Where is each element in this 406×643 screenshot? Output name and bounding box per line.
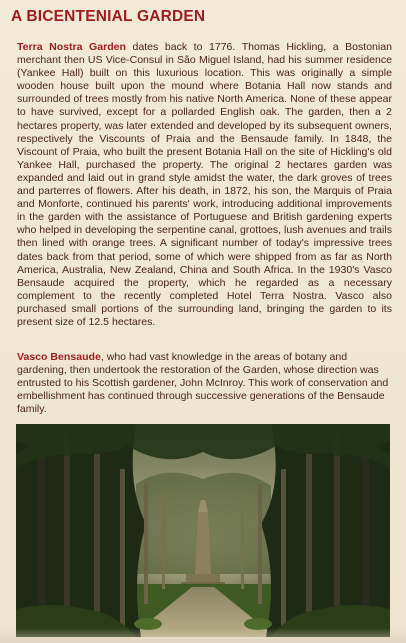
page-title: A BICENTENIAL GARDEN — [11, 8, 206, 25]
history-paragraph — [17, 41, 392, 329]
paragraph-lead-terra-nostra: Terra Nostra Garden — [17, 41, 126, 53]
restoration-paragraph — [17, 351, 392, 416]
history-paragraph-body: dates back to 1776. Thomas Hickling, a Bostonian merchant then US Vice-Consul in São Miguel Island, had his summer residence (Yankee Hall) built on this luxurious location. This was originally a simple wooden house built upon the mound where Botania Hall now stands and surrounded of trees mostly from his native North America. None of these appear to have survived, except for a pollarded English oak. The garden, then a 2 hectares property, was later extended and developed by its subsequent owners, respectively the Viscounts of Praia and the Bensaude family. In 1848, the Viscount of Praia, who built the present Botania Hall on the site of Hickling's old Yankee Hall, purchased the property. The original 2 hectares garden was expanded and laid out in grand style amidst the water, the dark groves of trees and parterres of flowers. After his death, in 1872, his son, the Marquis of Praia and Monforte, continued his parents' work, introducing additional improvements in the garden with the assistance of Portuguese and British gardening experts who helped in developing the serpentine canal, grottoes, lush avenues and trails then lined with orange trees. A significant number of today's impressive trees dates back from that period, some of which were shipped from as far as North America, Australia, New Zealand, China and South Africa. In the 1930's Vasco Bensaude acquired the property, which he regarded as a necessary complement to the recently completed Hotel Terra Nostra. Vasco also purchased small portions of the surrounding land, bringing the garden to its present size of 12.5 hectares. — [17, 41, 392, 328]
restoration-paragraph-body: , who had vast knowledge in the areas of botany and gardening, then undertook the restoration of the Garden, whose direction was entrusted to his Scottish gardener, John McInroy. This work of conservation and embellishment has continued through successive generations of the Bensaude family. — [17, 351, 389, 416]
page-fold-edge — [0, 628, 406, 643]
palm-avenue-photo — [16, 424, 390, 637]
paragraph-lead-vasco-bensaude: Vasco Bensaude — [17, 351, 101, 363]
